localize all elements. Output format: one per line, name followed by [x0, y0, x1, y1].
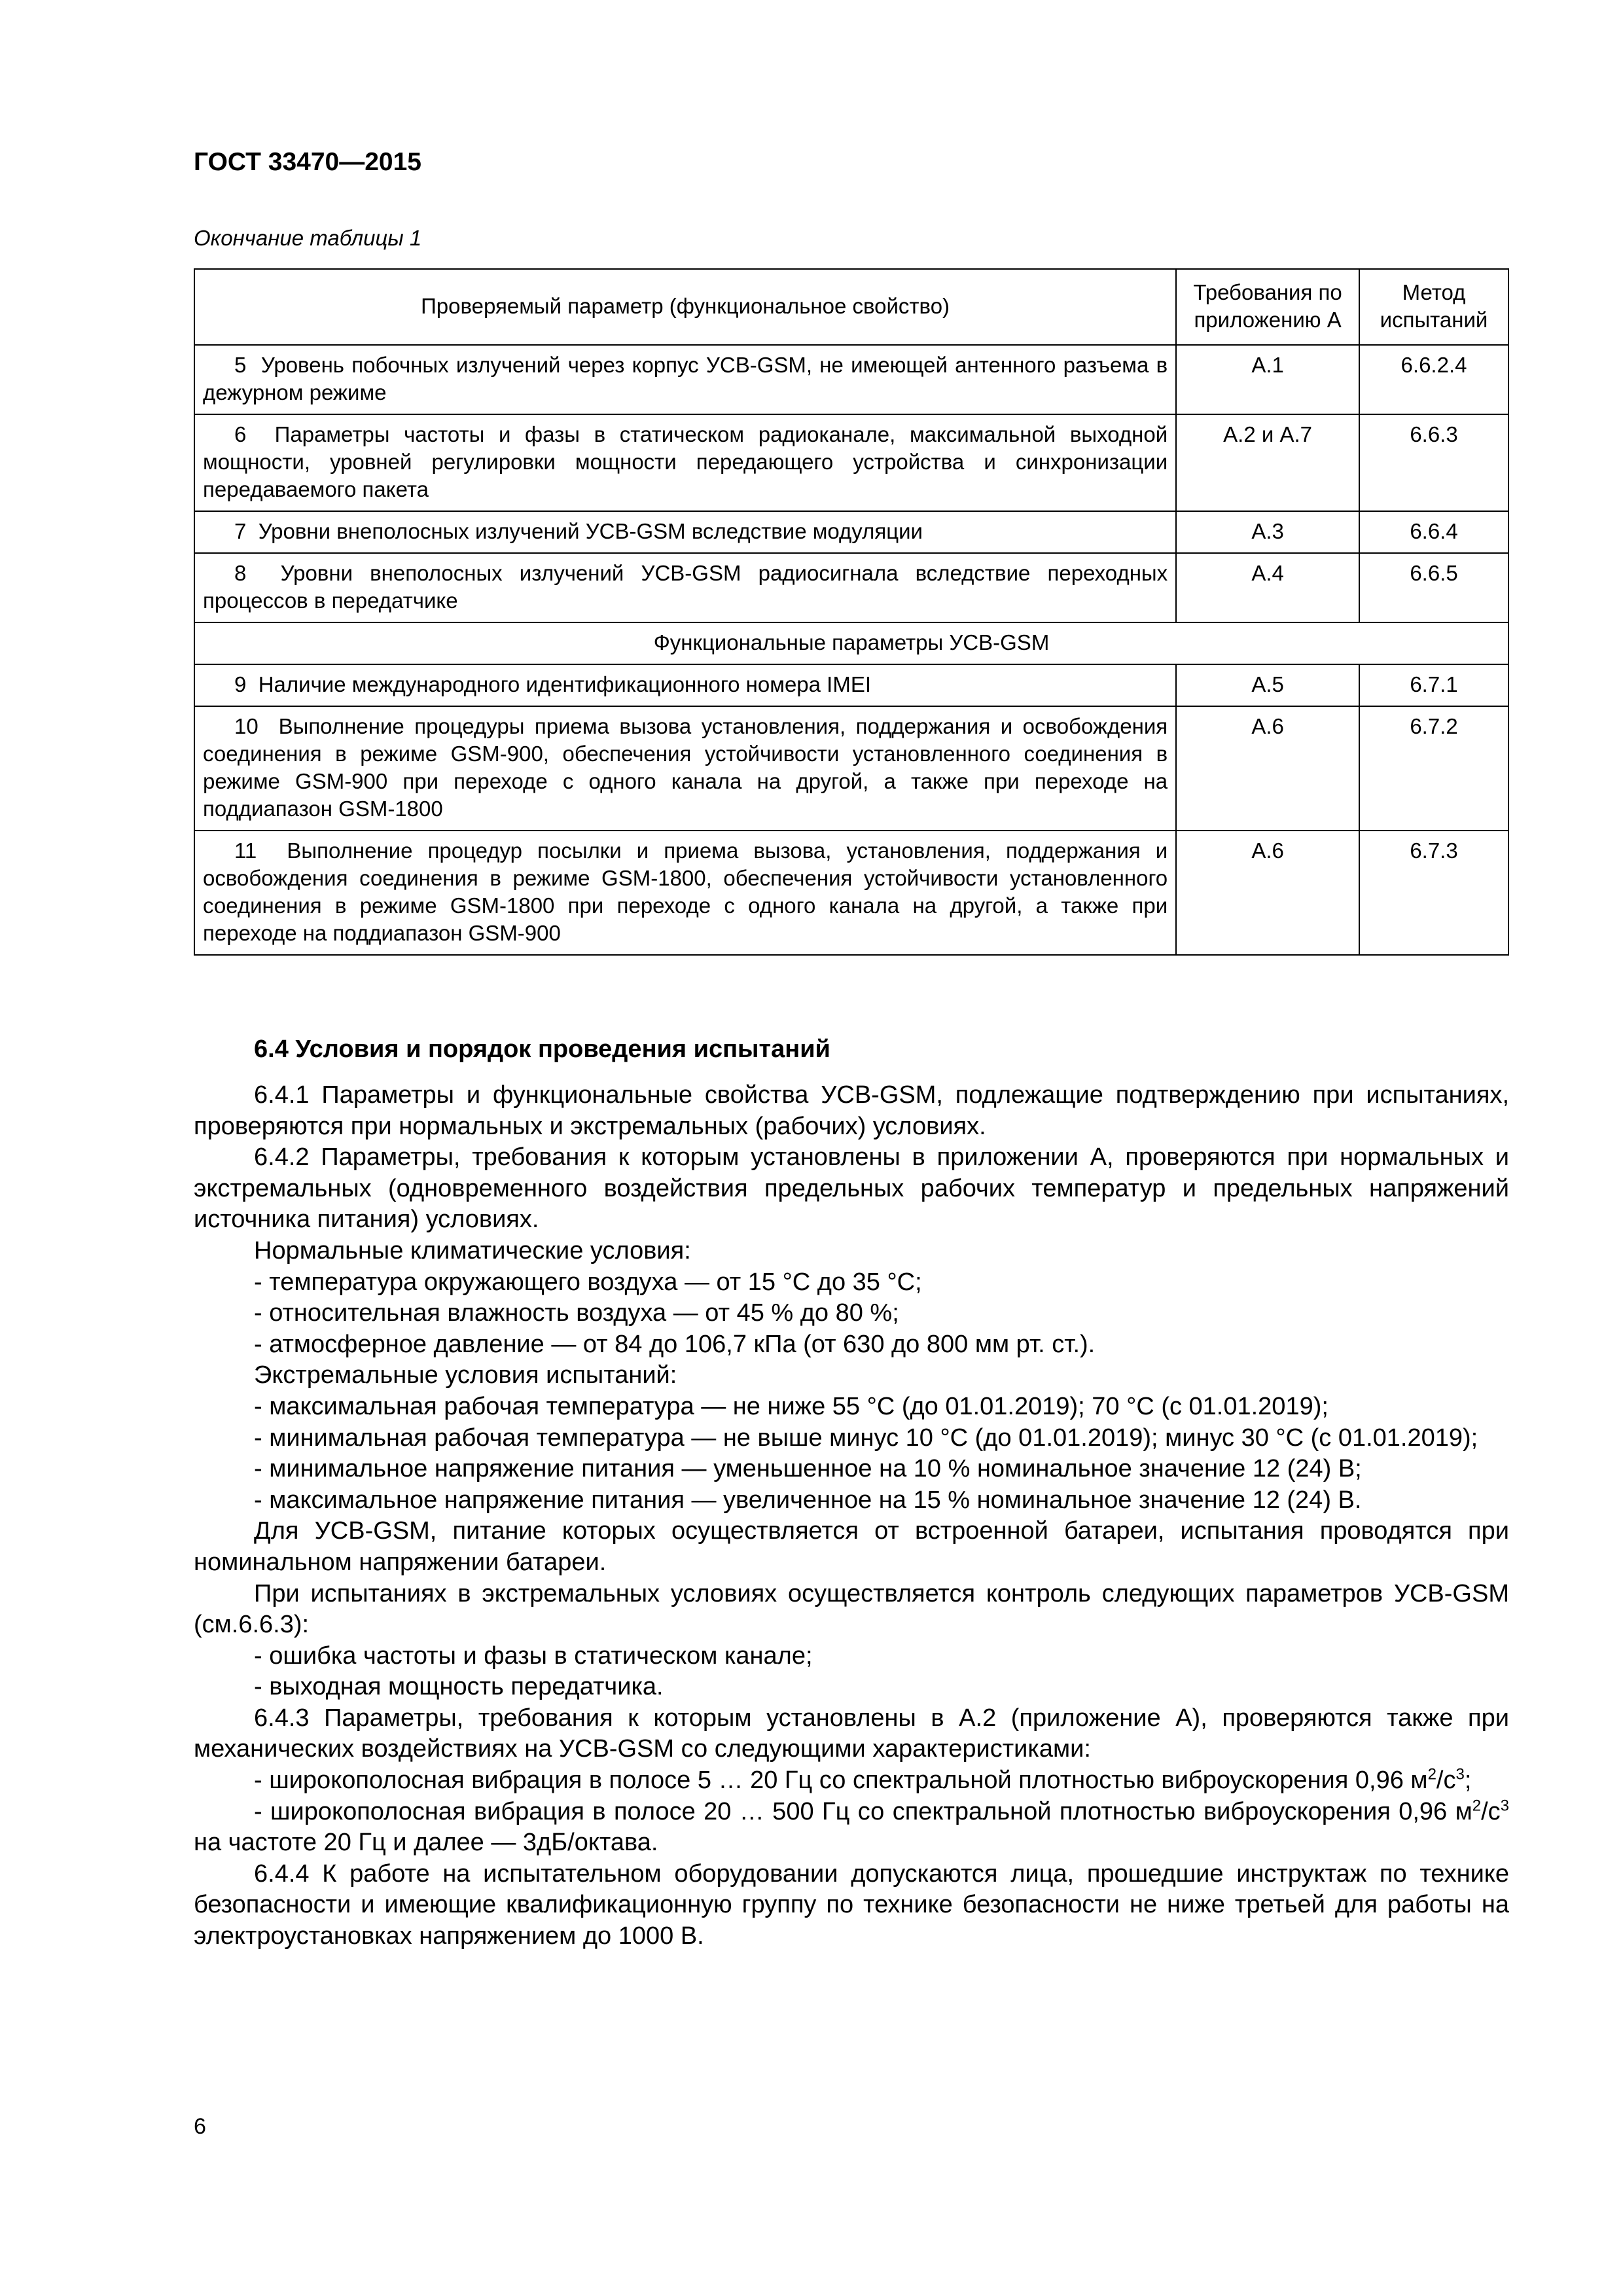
method-cell: 6.7.2 [1359, 706, 1508, 831]
table-row [194, 831, 1508, 955]
paragraph-6-4-1: 6.4.1 Параметры и функциональные свойства УСВ-GSM, подлежащие подтверждению при испытаниях, проверяются при нормальных и экстремальных (рабочих) условиях. [194, 1081, 1509, 1140]
list-item: - максимальное напряжение питания — увеличенное на 15 % номинальное значение 12 (24) В. [254, 1486, 1362, 1514]
section-title: 6.4 Условия и порядок проведения испытаний [254, 1035, 830, 1063]
row-text: Уровни внеполосных излучений УСВ-GSM вследствие модуляции [258, 519, 923, 543]
list-item: - выходная мощность передатчика. [254, 1673, 664, 1701]
extreme-conditions-title: Экстремальные условия испытаний: [254, 1361, 677, 1390]
list-item: - температура окружающего воздуха — от 15 °С до 35 °С; [254, 1268, 922, 1296]
header-req: Требования по приложению А [1176, 269, 1359, 345]
row-number: 11 [234, 838, 257, 863]
param-cell [194, 414, 1176, 511]
method-cell: 6.6.4 [1359, 511, 1508, 553]
table-row [194, 553, 1508, 622]
paragraph-6-4-2: 6.4.2 Параметры, требования к которым установлены в приложении А, проверяются при нормальных и экстремальных (одновременного воздействия предельных рабочих температур и предельных напряжений источника питания) условиях. [194, 1143, 1509, 1234]
list-item: - относительная влажность воздуха — от 45 % до 80 %; [254, 1299, 899, 1327]
req-cell: А.6 [1176, 706, 1359, 831]
table-subheader-row [194, 622, 1508, 664]
req-cell: А.3 [1176, 511, 1359, 553]
method-cell: 6.7.3 [1359, 831, 1508, 955]
table-row [194, 511, 1508, 553]
method-cell: 6.6.2.4 [1359, 345, 1508, 414]
paragraph-6-4-3: 6.4.3 Параметры, требования к которым установлены в А.2 (приложение А), проверяются также при механических воздействиях на УСВ-GSM со следующими характеристиками: [194, 1704, 1509, 1763]
req-cell: А.5 [1176, 664, 1359, 706]
row-number: 8 [234, 561, 247, 585]
row-number: 10 [234, 714, 259, 738]
paragraph-6-4-4: 6.4.4 К работе на испытательном оборудовании допускаются лица, прошедшие инструктаж по технике безопасности и имеющие квалификационную группу по технике безопасности не ниже третьей для работы на электроустановках напряжением до 1000 В. [194, 1859, 1509, 1950]
paragraph-extreme-control: При испытаниях в экстремальных условиях осуществляется контроль следующих параметров УСВ-GSM (см.6.6.3): [194, 1579, 1509, 1639]
req-cell: А.2 и А.7 [1176, 414, 1359, 511]
param-cell [194, 345, 1176, 414]
table-row [194, 706, 1508, 831]
row-number: 6 [234, 422, 247, 446]
param-cell [194, 511, 1176, 553]
row-number: 7 [234, 519, 247, 543]
list-item: - минимальное напряжение питания — уменьшенное на 10 % номинальное значение 12 (24) В; [254, 1455, 1362, 1483]
table-row [194, 414, 1508, 511]
method-cell: 6.6.5 [1359, 553, 1508, 622]
normal-conditions-title: Нормальные климатические условия: [254, 1236, 691, 1265]
page-number: 6 [194, 2114, 206, 2139]
row-text: Наличие международного идентификационного номера IMEI [258, 672, 872, 696]
list-item: - максимальная рабочая температура — не ниже 55 °С (до 01.01.2019); 70 °С (с 01.01.2019); [254, 1392, 1329, 1420]
req-cell: А.1 [1176, 345, 1359, 414]
param-cell [194, 553, 1176, 622]
header-method: Метод испытаний [1359, 269, 1508, 345]
row-text: Параметры частоты и фазы в статическом радиоканале, максимальной выходной мощности, уровней регулировки мощности передающего устройства и синхронизации передаваемого пакета [203, 422, 1168, 501]
param-cell [194, 831, 1176, 955]
list-item: - атмосферное давление — от 84 до 106,7 кПа (от 630 до 800 мм рт. ст.). [254, 1330, 1096, 1358]
param-cell [194, 664, 1176, 706]
row-text: Уровни внеполосных излучений УСВ-GSM радиосигнала вследствие переходных процессов в передатчике [203, 561, 1168, 613]
row-text: Выполнение процедуры приема вызова установления, поддержания и освобождения соединения в режиме GSM-900, обеспечения устойчивости установленного соединения в режиме GSM-900 при переходе с одного канала на другой, а также при переходе на поддиапазон GSM-1800 [203, 714, 1168, 821]
table-subheader: Функциональные параметры УСВ-GSM [194, 622, 1508, 664]
req-cell: А.6 [1176, 831, 1359, 955]
list-item-vibration-2: - широкополосная вибрация в полосе 20 … 500 Гц со спектральной плотностью виброускорения 0,96 $м^2/с^3$ на частоте 20 Гц и далее — 3дБ/октава. [194, 1797, 1509, 1857]
section-body [194, 1080, 1509, 1952]
method-cell: 6.7.1 [1359, 664, 1508, 706]
header-param: Проверяемый параметр (функциональное свойство) [194, 269, 1176, 345]
table-row [194, 664, 1508, 706]
row-number: 5 [234, 353, 247, 377]
row-text: Выполнение процедур посылки и приема вызова, установления, поддержания и освобождения соединения в режиме GSM-1800, обеспечения устойчивости установленного соединения в режиме GSM-1800 при переходе с одного канала на другой, а также при переходе на поддиапазон GSM-900 [203, 838, 1168, 945]
document-code: ГОСТ 33470—2015 [194, 148, 421, 176]
list-item: - минимальная рабочая температура — не выше минус 10 °С (до 01.01.2019); минус 30 °С (с 01.01.2019); [254, 1424, 1478, 1452]
parameters-table [194, 268, 1509, 956]
row-number: 9 [234, 672, 247, 696]
req-cell: А.4 [1176, 553, 1359, 622]
table-row [194, 345, 1508, 414]
param-cell [194, 706, 1176, 831]
row-text: Уровень побочных излучений через корпус УСВ-GSM, не имеющей антенного разъема в дежурном режиме [203, 353, 1168, 404]
list-item-vibration-1: - широкополосная вибрация в полосе 5 … 20 Гц со спектральной плотностью виброускорения 0,96 $м^2/с^3$; [254, 1765, 1472, 1795]
list-item: - ошибка частоты и фазы в статическом канале; [254, 1641, 813, 1670]
table-caption: Окончание таблицы 1 [194, 226, 422, 250]
table-header-row [194, 269, 1508, 345]
paragraph-battery: Для УСВ-GSM, питание которых осуществляется от встроенной батареи, испытания проводятся при номинальном напряжении батареи. [194, 1517, 1509, 1576]
method-cell: 6.6.3 [1359, 414, 1508, 511]
